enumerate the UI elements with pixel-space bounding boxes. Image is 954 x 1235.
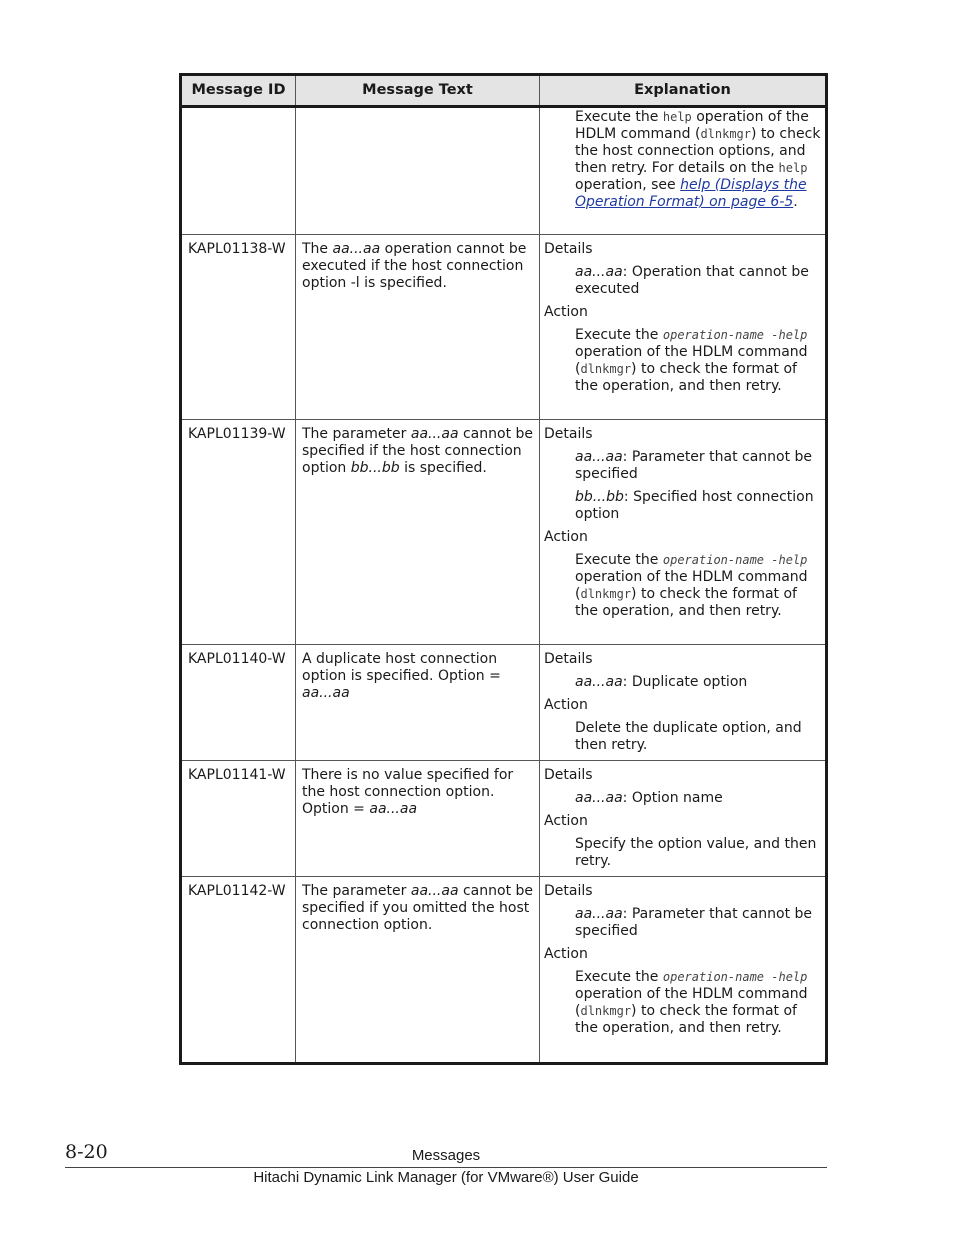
details-item: bb...bb: Specified host connection option [575, 489, 814, 522]
footer-guide-title: Hitachi Dynamic Link Manager (for VMware®) User Guide [253, 1169, 639, 1186]
action-text: Execute the operation-name -help operation of the HDLM command (dlnkmgr) to check the format of the operation, and then retry. [575, 552, 808, 619]
messages-table [179, 73, 828, 1065]
details-item: aa...aa: Parameter that cannot be specified [575, 449, 813, 482]
table-row [181, 761, 827, 877]
action-text: Delete the duplicate option, and then retry. [575, 720, 802, 753]
table-header-row [181, 75, 827, 107]
message-id: KAPL01140-W [181, 645, 296, 761]
details-item: aa...aa: Operation that cannot be executed [575, 264, 809, 297]
header-message-text: Message Text [296, 75, 540, 107]
header-explanation: Explanation [540, 75, 827, 107]
message-text: There is no value specified for the host connection option. Option = aa...aa [296, 761, 540, 877]
action-heading: Action [544, 529, 588, 545]
footer-section-title: Messages [411, 1147, 481, 1164]
action-heading: Action [544, 946, 588, 962]
explanation-cell [540, 877, 827, 1064]
action-heading: Action [544, 813, 588, 829]
explanation-cell [540, 107, 827, 235]
table-row [181, 235, 827, 420]
details-item: aa...aa: Parameter that cannot be specified [575, 906, 813, 939]
message-text: A duplicate host connection option is specified. Option = aa...aa [296, 645, 540, 761]
footer-divider [65, 1167, 827, 1168]
explanation-cell [540, 761, 827, 877]
action-heading: Action [544, 304, 588, 320]
action-text: Execute the operation-name -help operation of the HDLM command (dlnkmgr) to check the format of the operation, and then retry. [575, 327, 808, 394]
details-heading: Details [544, 241, 593, 257]
table-row-continued [181, 107, 827, 235]
action-heading: Action [544, 697, 588, 713]
message-text: The parameter aa...aa cannot be specified if you omitted the host connection option. [296, 877, 540, 1064]
explanation-cell [540, 420, 827, 645]
page-number: 8-20 [65, 1141, 108, 1163]
message-text-cell [296, 107, 540, 235]
message-text: The aa...aa operation cannot be executed if the host connection option -l is specified. [296, 235, 540, 420]
help-crossref-link[interactable]: help (Displays the Operation Format) on page 6-5 [575, 177, 807, 210]
table-row [181, 877, 827, 1064]
action-text: Execute the operation-name -help operation of the HDLM command (dlnkmgr) to check the format of the operation, and then retry. [575, 969, 808, 1036]
details-heading: Details [544, 767, 593, 783]
table-row [181, 420, 827, 645]
header-message-id: Message ID [181, 75, 296, 107]
table-row [181, 645, 827, 761]
explanation-cell [540, 235, 827, 420]
details-heading: Details [544, 883, 593, 899]
action-text: Execute the help operation of the HDLM command (dlnkmgr) to check the host connection options, and then retry. For details on the help operation, see help (Displays the Operation Format) on page 6-5. [575, 109, 821, 210]
message-text: The parameter aa...aa cannot be specified if the host connection option bb...bb is specified. [296, 420, 540, 645]
message-id: KAPL01142-W [181, 877, 296, 1064]
message-id: KAPL01139-W [181, 420, 296, 645]
details-item: aa...aa: Duplicate option [575, 674, 748, 690]
details-heading: Details [544, 651, 593, 667]
action-text: Specify the option value, and then retry. [575, 836, 817, 869]
message-id: KAPL01141-W [181, 761, 296, 877]
details-item: aa...aa: Option name [575, 790, 723, 806]
message-id-cell [181, 107, 296, 235]
explanation-cell [540, 645, 827, 761]
message-id: KAPL01138-W [181, 235, 296, 420]
details-heading: Details [544, 426, 593, 442]
